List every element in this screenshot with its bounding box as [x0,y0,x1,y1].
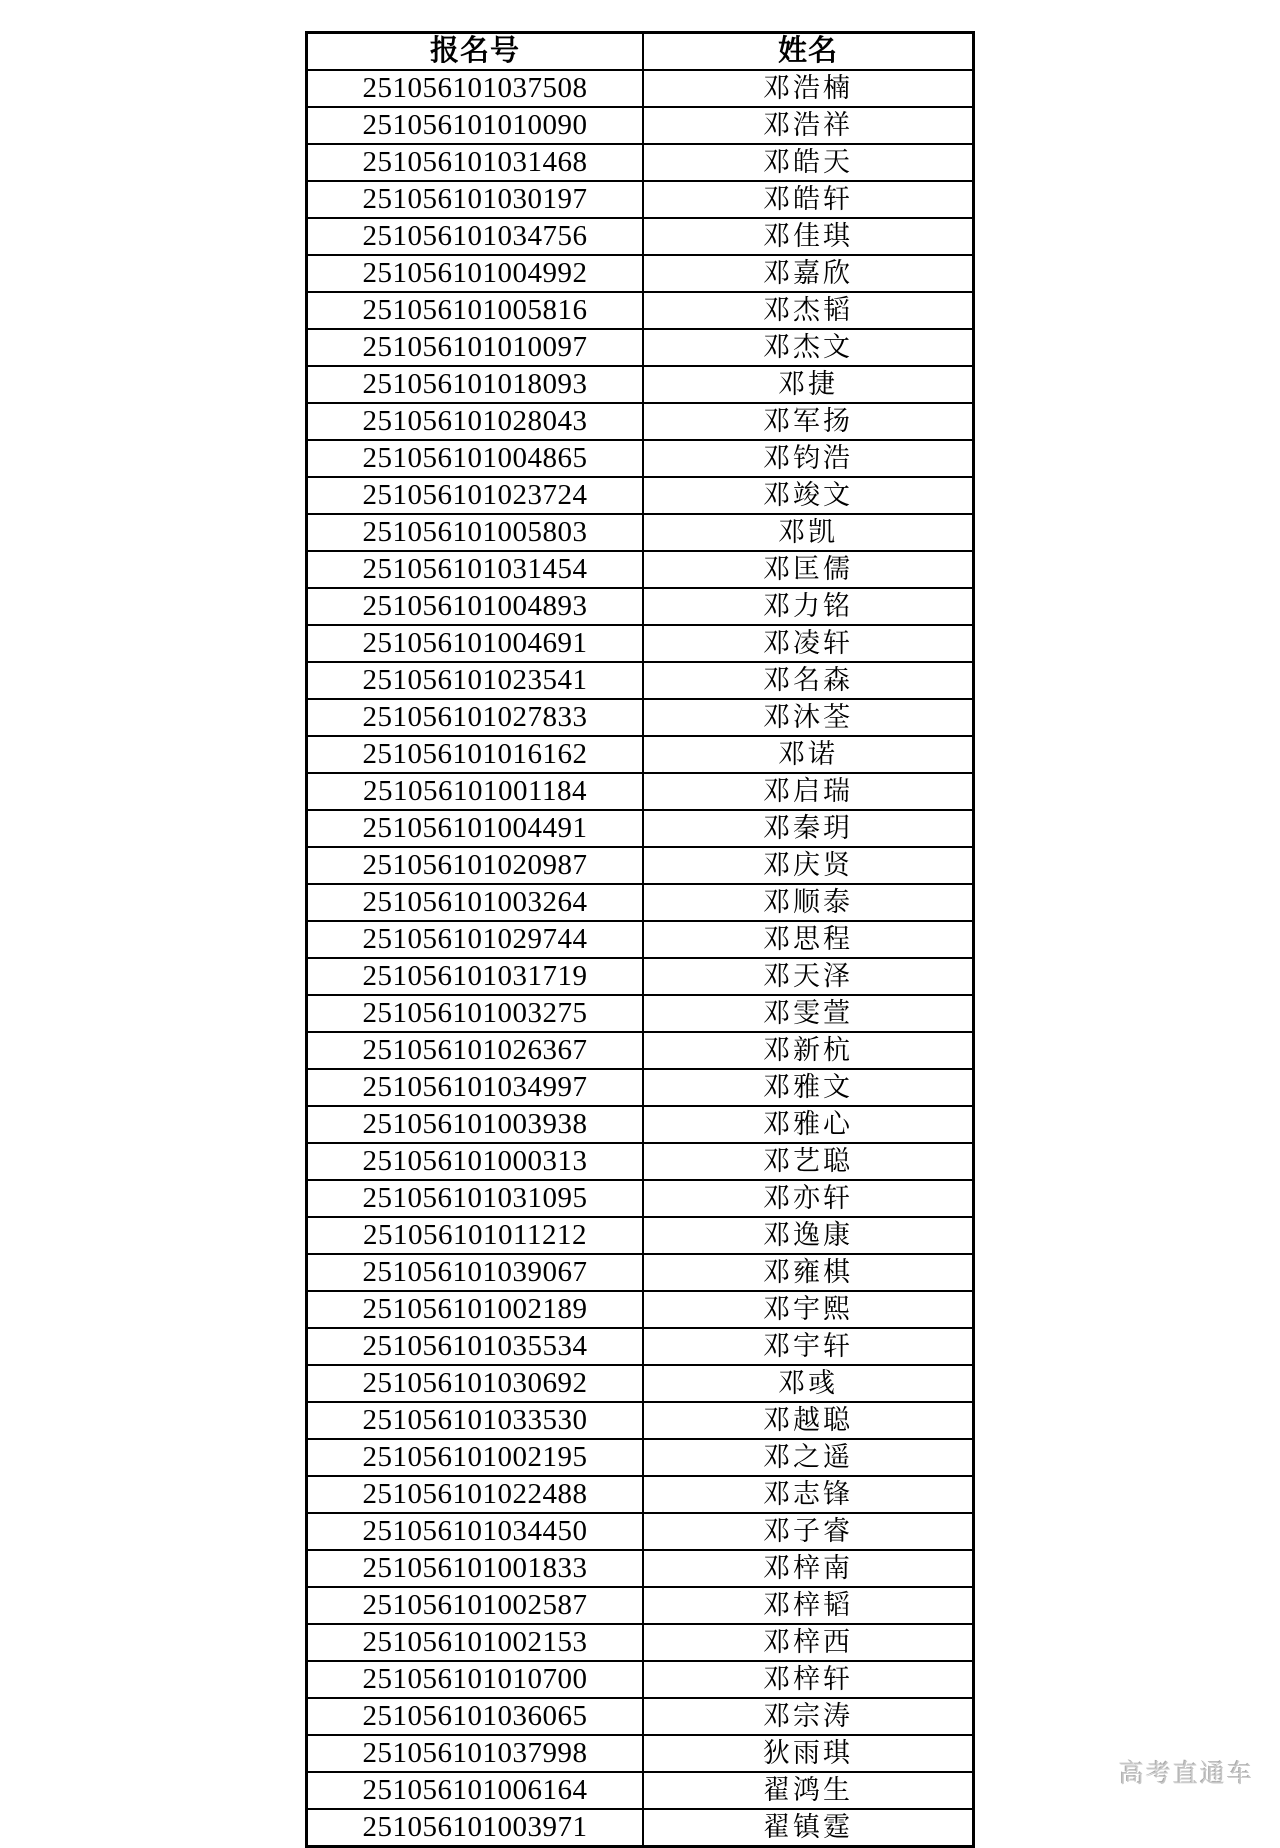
column-header-registration-number: 报名号 [307,33,644,71]
table-row [307,1624,974,1661]
name-cell: 邓皓轩 [643,181,974,218]
name-cell: 翟镇霆 [643,1809,974,1847]
name-cell: 邓杰韬 [643,292,974,329]
registration-number-cell: 251056101004491 [307,810,644,847]
name-cell: 邓雅心 [643,1106,974,1143]
registration-number-cell: 251056101031719 [307,958,644,995]
registration-number-cell: 251056101023724 [307,477,644,514]
name-cell: 邓捷 [643,366,974,403]
registration-number-cell: 251056101004893 [307,588,644,625]
name-cell: 邓启瑞 [643,773,974,810]
registration-number-cell: 251056101023541 [307,662,644,699]
name-cell: 邓志锋 [643,1476,974,1513]
registration-number-cell: 251056101004691 [307,625,644,662]
name-cell: 邓诺 [643,736,974,773]
name-cell: 邓艺聪 [643,1143,974,1180]
name-cell: 邓雯萱 [643,995,974,1032]
name-cell: 狄雨琪 [643,1735,974,1772]
name-cell: 邓雍棋 [643,1254,974,1291]
registration-number-cell: 251056101026367 [307,1032,644,1069]
table-header [307,33,974,71]
table-row [307,1254,974,1291]
registration-number-cell: 251056101010700 [307,1661,644,1698]
registration-number-cell: 251056101020987 [307,847,644,884]
registration-number-cell: 251056101034756 [307,218,644,255]
registration-number-cell: 251056101005816 [307,292,644,329]
table-row [307,1772,974,1809]
registration-number-cell: 251056101002153 [307,1624,644,1661]
name-cell: 邓顺泰 [643,884,974,921]
table-row [307,1809,974,1847]
registration-number-cell: 251056101016162 [307,736,644,773]
table-row [307,1735,974,1772]
table-row [307,699,974,736]
table-row [307,1180,974,1217]
name-cell: 邓亦轩 [643,1180,974,1217]
name-cell: 邓竣文 [643,477,974,514]
registration-number-cell: 251056101031454 [307,551,644,588]
name-cell: 邓天泽 [643,958,974,995]
table-row [307,144,974,181]
registration-number-cell: 251056101003938 [307,1106,644,1143]
name-cell: 邓力铭 [643,588,974,625]
table-row [307,1291,974,1328]
table-row [307,1143,974,1180]
registration-number-cell: 251056101002189 [307,1291,644,1328]
name-cell: 邓凌轩 [643,625,974,662]
registration-number-cell: 251056101034997 [307,1069,644,1106]
table-row [307,1661,974,1698]
table-row [307,1587,974,1624]
registration-number-cell: 251056101003971 [307,1809,644,1847]
name-cell: 邓皓天 [643,144,974,181]
table-row [307,662,974,699]
table-row [307,440,974,477]
name-cell: 邓名森 [643,662,974,699]
table-row [307,810,974,847]
registration-number-cell: 251056101029744 [307,921,644,958]
registration-number-cell: 251056101006164 [307,1772,644,1809]
table-row [307,218,974,255]
registration-number-cell: 251056101022488 [307,1476,644,1513]
registration-number-cell: 251056101003275 [307,995,644,1032]
table-row [307,1513,974,1550]
table-row [307,1106,974,1143]
name-cell: 邓浩祥 [643,107,974,144]
registration-number-cell: 251056101034450 [307,1513,644,1550]
registration-number-cell: 251056101030692 [307,1365,644,1402]
name-cell: 邓沐荃 [643,699,974,736]
name-cell: 邓雅文 [643,1069,974,1106]
name-cell: 邓宇熙 [643,1291,974,1328]
registration-number-cell: 251056101037508 [307,70,644,107]
name-cell: 邓梓韬 [643,1587,974,1624]
table-row [307,773,974,810]
table-row [307,1217,974,1254]
name-cell: 邓之遥 [643,1439,974,1476]
table-row [307,255,974,292]
header-row [307,33,974,71]
table-row [307,366,974,403]
table-row [307,958,974,995]
name-cell: 邓子睿 [643,1513,974,1550]
name-cell: 邓宇轩 [643,1328,974,1365]
registration-number-cell: 251056101000313 [307,1143,644,1180]
table-row [307,736,974,773]
registration-number-cell: 251056101027833 [307,699,644,736]
table-row [307,995,974,1032]
registration-number-cell: 251056101011212 [307,1217,644,1254]
table-row [307,477,974,514]
registration-number-cell: 251056101033530 [307,1402,644,1439]
table-row [307,1550,974,1587]
registration-number-cell: 251056101035534 [307,1328,644,1365]
table-row [307,847,974,884]
registration-number-cell: 251056101001184 [307,773,644,810]
name-cell: 邓越聪 [643,1402,974,1439]
name-cell: 邓思程 [643,921,974,958]
registration-number-cell: 251056101003264 [307,884,644,921]
name-cell: 邓新杭 [643,1032,974,1069]
name-cell: 邓庆贤 [643,847,974,884]
table-body [307,70,974,1847]
registration-number-cell: 251056101036065 [307,1698,644,1735]
table-row [307,1032,974,1069]
name-cell: 邓逸康 [643,1217,974,1254]
name-cell: 邓杰文 [643,329,974,366]
registration-number-cell: 251056101002587 [307,1587,644,1624]
table-row [307,403,974,440]
registration-number-cell: 251056101010097 [307,329,644,366]
name-cell: 邓梓南 [643,1550,974,1587]
table-row [307,884,974,921]
name-cell: 邓梓轩 [643,1661,974,1698]
registration-number-cell: 251056101002195 [307,1439,644,1476]
registration-number-cell: 251056101004992 [307,255,644,292]
table-row [307,1476,974,1513]
table-row [307,921,974,958]
name-cell: 邓凯 [643,514,974,551]
table-row [307,1069,974,1106]
table-row [307,625,974,662]
name-cell: 邓宗涛 [643,1698,974,1735]
table-row [307,329,974,366]
registration-number-cell: 251056101010090 [307,107,644,144]
name-cell: 邓彧 [643,1365,974,1402]
table-row [307,1402,974,1439]
registration-number-cell: 251056101030197 [307,181,644,218]
name-cell: 邓军扬 [643,403,974,440]
registration-number-cell: 251056101037998 [307,1735,644,1772]
name-cell: 邓匡儒 [643,551,974,588]
name-cell: 邓佳琪 [643,218,974,255]
table-row [307,1328,974,1365]
table-row [307,551,974,588]
registration-number-cell: 251056101031468 [307,144,644,181]
name-cell: 邓梓西 [643,1624,974,1661]
name-cell: 邓钧浩 [643,440,974,477]
registration-number-cell: 251056101028043 [307,403,644,440]
table-row [307,588,974,625]
table-row [307,107,974,144]
table-row [307,1439,974,1476]
registration-number-cell: 251056101039067 [307,1254,644,1291]
name-cell: 邓嘉欣 [643,255,974,292]
column-header-name: 姓名 [643,33,974,71]
name-cell: 翟鸿生 [643,1772,974,1809]
table-row [307,514,974,551]
name-cell: 邓浩楠 [643,70,974,107]
watermark-gaokao-zhitongche: 高考直通车 [1118,1761,1254,1788]
registration-number-cell: 251056101005803 [307,514,644,551]
registration-number-cell: 251056101004865 [307,440,644,477]
table-row [307,181,974,218]
table-row [307,70,974,107]
registration-number-cell: 251056101018093 [307,366,644,403]
registration-number-cell: 251056101001833 [307,1550,644,1587]
table-row [307,1365,974,1402]
registration-number-cell: 251056101031095 [307,1180,644,1217]
table-row [307,1698,974,1735]
name-cell: 邓秦玥 [643,810,974,847]
table-row [307,292,974,329]
registration-table [305,31,975,1848]
